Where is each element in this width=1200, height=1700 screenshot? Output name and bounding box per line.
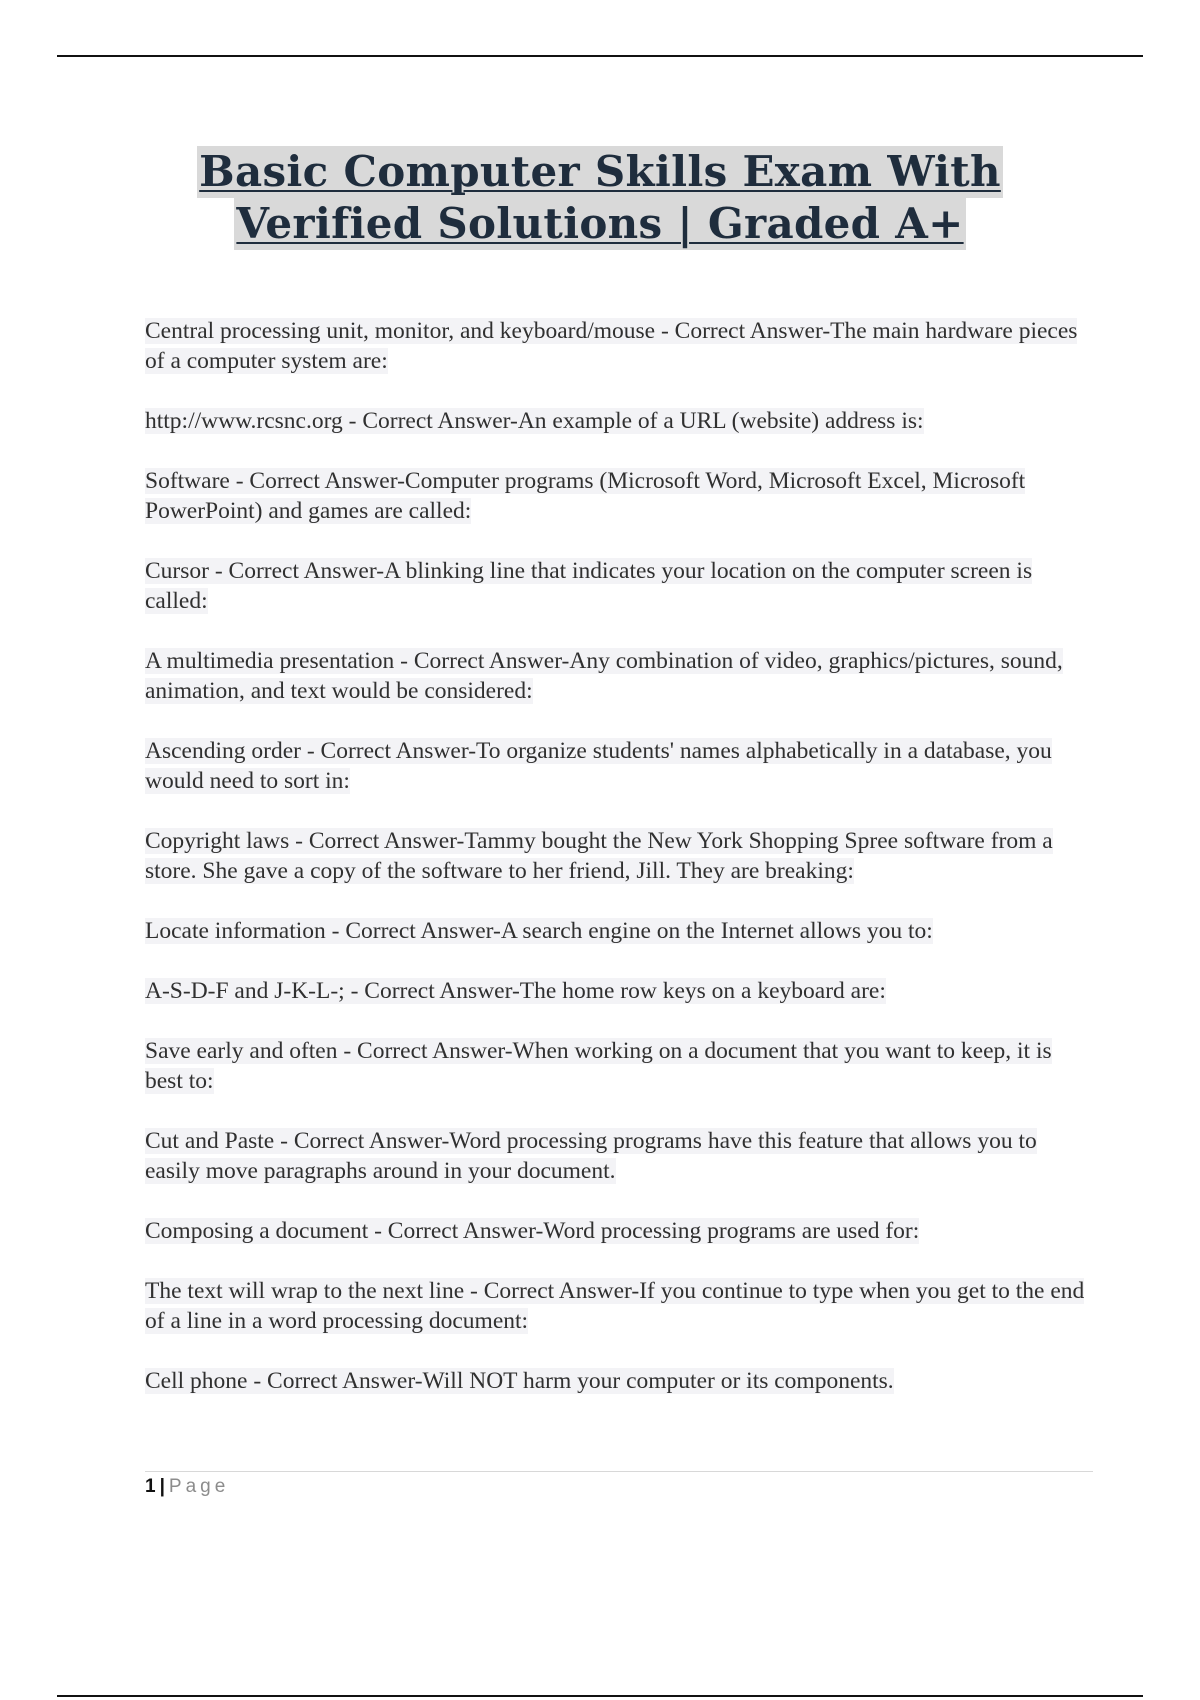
qa-item xyxy=(145,826,1085,886)
qa-text: The text will wrap to the next line - Correct Answer-If you continue to type when you get to the end of a line in a word processing document: xyxy=(145,1278,1085,1334)
title-line-2: Verified Solutions | Graded A+ xyxy=(236,199,964,248)
qa-item xyxy=(145,1216,1085,1246)
qa-text: Composing a document - Correct Answer-Word processing programs are used for: xyxy=(145,1218,920,1244)
qa-item xyxy=(145,556,1085,616)
footer-divider xyxy=(145,1471,1093,1472)
qa-item xyxy=(145,316,1085,376)
top-divider xyxy=(57,55,1143,57)
qa-text: Cut and Paste - Correct Answer-Word processing programs have this feature that allows you to easily move paragraphs around in your document. xyxy=(145,1128,1037,1184)
qa-text: Locate information - Correct Answer-A search engine on the Internet allows you to: xyxy=(145,918,933,944)
page-label: Page xyxy=(168,1476,230,1497)
qa-item xyxy=(145,916,1085,946)
qa-text: A multimedia presentation - Correct Answer-Any combination of video, graphics/pictures, sound, animation, and text would be considered: xyxy=(145,648,1063,704)
qa-text: Cursor - Correct Answer-A blinking line that indicates your location on the computer screen is called: xyxy=(145,558,1033,614)
title-line-1: Basic Computer Skills Exam With xyxy=(199,147,1001,196)
qa-text: Central processing unit, monitor, and keyboard/mouse - Correct Answer-The main hardware pieces of a computer system are: xyxy=(145,318,1078,374)
qa-text: Save early and often - Correct Answer-When working on a document that you want to keep, it is best to: xyxy=(145,1038,1052,1094)
qa-text: Software - Correct Answer-Computer programs (Microsoft Word, Microsoft Excel, Microsoft PowerPoint) and games are called: xyxy=(145,468,1026,524)
qa-list xyxy=(145,316,1085,1426)
qa-text: A-S-D-F and J-K-L-; - Correct Answer-The home row keys on a keyboard are: xyxy=(145,978,886,1004)
qa-item xyxy=(145,976,1085,1006)
qa-text: http://www.rcsnc.org - Correct Answer-An example of a URL (website) address is: xyxy=(145,408,924,434)
qa-text: Cell phone - Correct Answer-Will NOT harm your computer or its components. xyxy=(145,1368,894,1394)
qa-item xyxy=(145,1126,1085,1186)
qa-item xyxy=(145,736,1085,796)
qa-item xyxy=(145,406,1085,436)
bottom-divider xyxy=(57,1695,1143,1697)
qa-item xyxy=(145,1276,1085,1336)
qa-text: Ascending order - Correct Answer-To organize students' names alphabetically in a database, you would need to sort in: xyxy=(145,738,1052,794)
page-footer xyxy=(145,1475,229,1499)
page-number: 1 xyxy=(145,1476,156,1497)
qa-item xyxy=(145,1036,1085,1096)
qa-text: Copyright laws - Correct Answer-Tammy bought the New York Shopping Spree software from a store. She gave a copy of the software to her friend, Jill. They are breaking: xyxy=(145,828,1053,884)
qa-item xyxy=(145,646,1085,706)
qa-item xyxy=(145,1366,1085,1396)
page-separator: | xyxy=(159,1476,165,1497)
document-title xyxy=(0,146,1200,250)
qa-item xyxy=(145,466,1085,526)
